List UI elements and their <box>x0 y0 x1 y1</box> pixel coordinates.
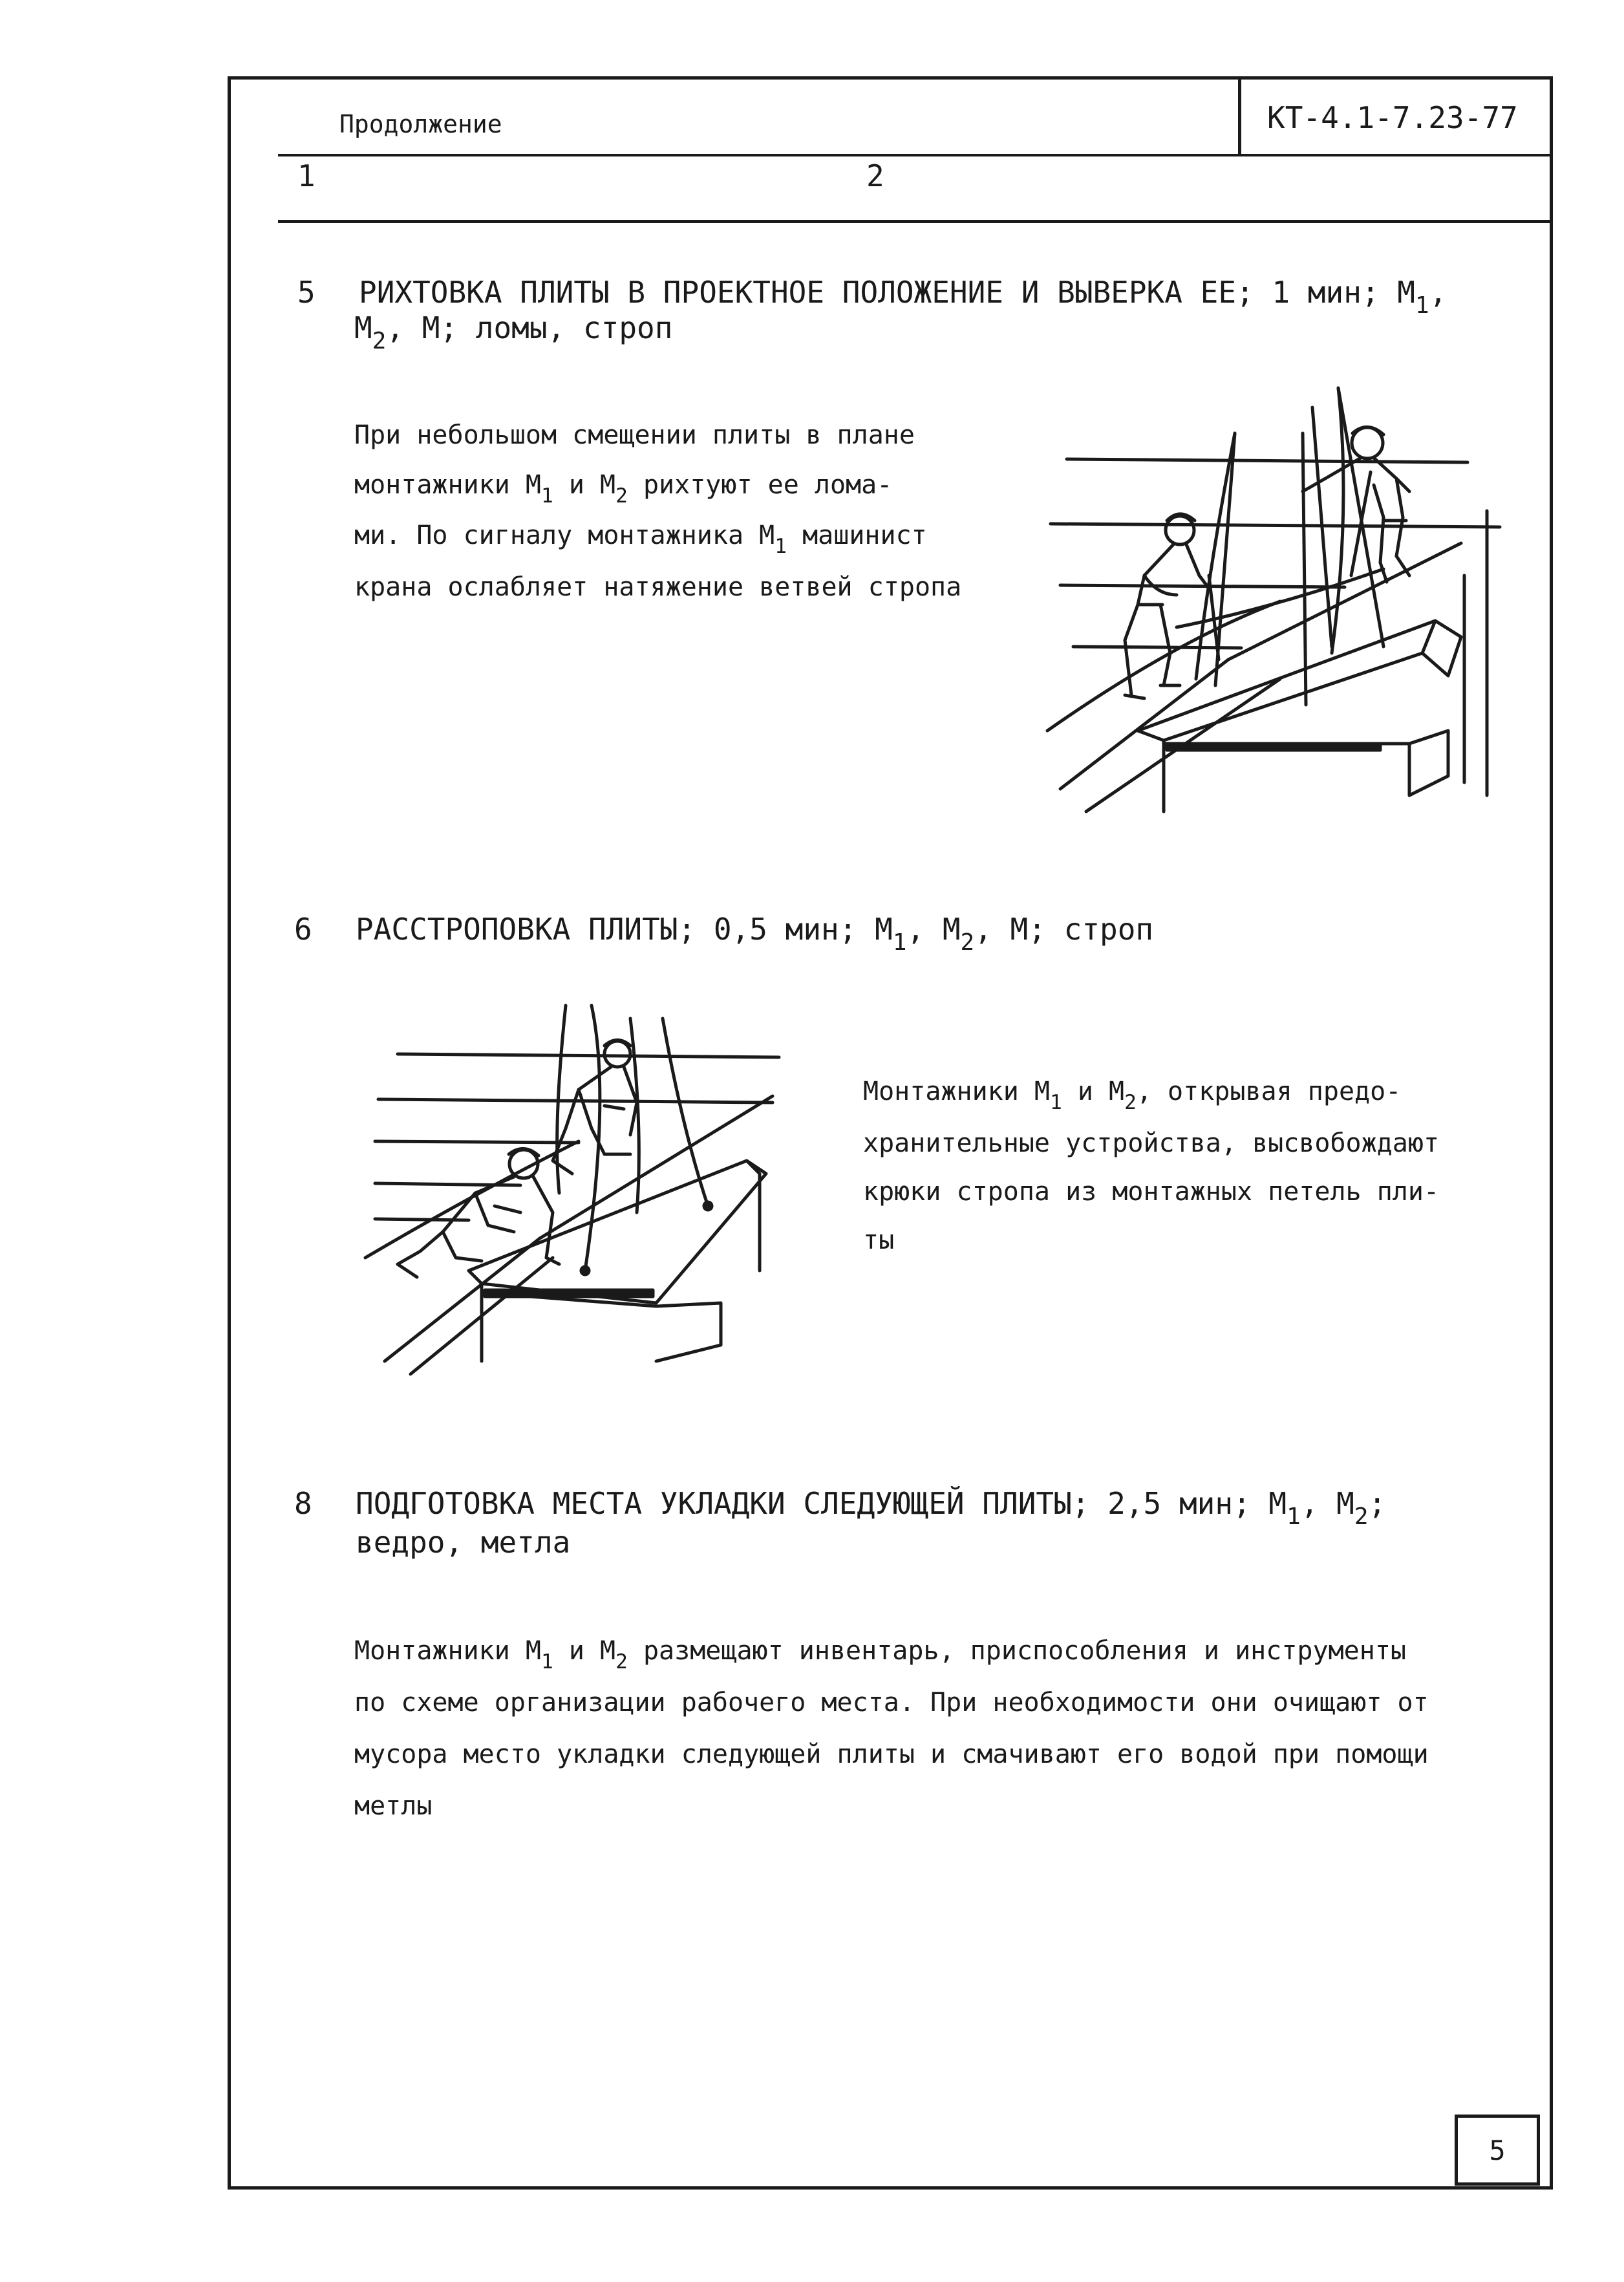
continuation-label: Продолжение <box>339 110 502 138</box>
step-5-title-line1: РИХТОВКА ПЛИТЫ В ПРОЕКТНОЕ ПОЛОЖЕНИЕ И ВЫВЕРКА ЕЕ; 1 мин; $М_1$, <box>359 275 1448 319</box>
page-number-box <box>1455 2115 1540 2186</box>
step-8-text-line2: по схеме организации рабочего места. При необходимости они очищают от <box>354 1688 1429 1717</box>
step-6-text-line4: ты <box>863 1225 895 1255</box>
step-8-text-line3: мусора место укладки следующей плиты и смачивают его водой при помощи <box>354 1739 1429 1769</box>
unslinging-illustration <box>359 999 811 1387</box>
step-8-title-line2: ведро, метла <box>356 1525 571 1560</box>
step-8-text-line1: Монтажники $М_1$ и $М_2$ размещают инвентарь, приспособления и инструменты <box>354 1636 1406 1674</box>
column-number-1: 1 <box>297 158 315 193</box>
step-6-number: 6 <box>294 912 312 947</box>
document-code: КТ-4.1-7.23-77 <box>1267 100 1518 135</box>
step-6-text-line3: крюки стропа из монтажных петель пли- <box>863 1177 1440 1207</box>
column-header-rule <box>278 220 1553 223</box>
step-5-text-line2: монтажники $М_1$ и $М_2$ рихтуют ее лома- <box>354 470 893 508</box>
page-number: 5 <box>1489 2134 1506 2166</box>
step-8-number: 8 <box>294 1486 312 1521</box>
step-5-number: 5 <box>297 275 315 310</box>
step-6-title: РАССТРОПОВКА ПЛИТЫ; 0,5 мин; $М_1$, $М_2$, М; строп <box>356 912 1154 956</box>
header-divider <box>1238 76 1241 155</box>
step-6-text-line2: хранительные устройства, высвобождают <box>863 1128 1440 1158</box>
header-rule <box>278 154 1553 156</box>
slab-alignment-illustration <box>1047 382 1500 815</box>
step-6-text-line1: Монтажники $М_1$ и $М_2$, открывая предо- <box>863 1077 1402 1115</box>
step-5-text-line3: ми. По сигналу монтажника $М_1$ машинист <box>354 521 927 559</box>
step-5-text-line1: При небольшом смещении плиты в плане <box>354 420 915 450</box>
column-number-2: 2 <box>866 158 884 193</box>
step-5-text-line4: крана ослабляет натяжение ветвей стропа <box>354 572 962 602</box>
step-8-text-line4: метлы <box>354 1791 433 1821</box>
step-5-title-line2: $М_2$, М; ломы, строп <box>354 310 673 355</box>
step-8-title-line1: ПОДГОТОВКА МЕСТА УКЛАДКИ СЛЕДУЮЩЕЙ ПЛИТЫ; 2,5 мин; $М_1$, $М_2$; <box>356 1486 1387 1531</box>
